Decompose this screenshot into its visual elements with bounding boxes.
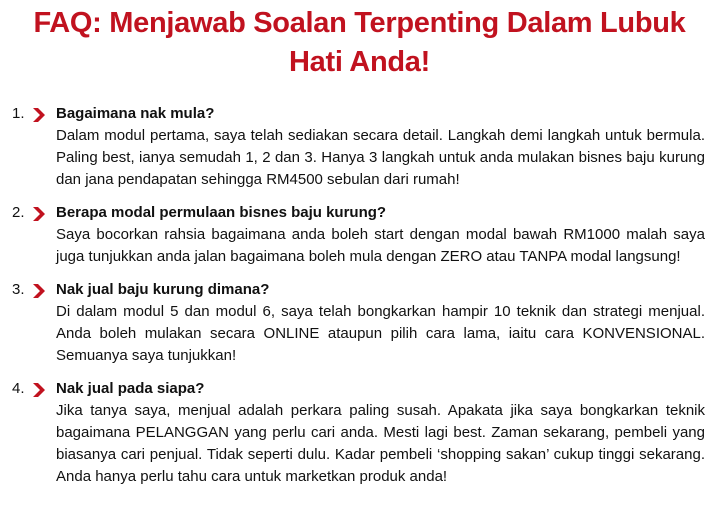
- faq-question: Nak jual baju kurung dimana?: [56, 281, 270, 298]
- faq-number: 3.: [12, 281, 25, 298]
- faq-question: Bagaimana nak mula?: [56, 105, 215, 122]
- faq-number: 2.: [12, 204, 25, 221]
- faq-answer: Dalam modul pertama, saya telah sediakan secara detail. Langkah demi langkah untuk bermula. Paling best, ianya semudah 1, 2 dan 3. Hanya 3 langkah untuk anda mulakan bisnes baju kurung dan jana pendapatan sehingga RM4500 sebulan dari rumah!: [56, 127, 705, 188]
- faq-item: [0, 378, 719, 488]
- chevron-right-icon: [33, 207, 45, 221]
- faq-item: [0, 103, 719, 191]
- faq-number: 4.: [12, 380, 25, 397]
- faq-list: [0, 103, 719, 499]
- chevron-right-icon: [33, 383, 45, 397]
- faq-item: [0, 279, 719, 367]
- page-title-line-2: Hati Anda!: [289, 46, 430, 78]
- chevron-right-icon: [33, 284, 45, 298]
- faq-answer: Saya bocorkan rahsia bagaimana anda boleh start dengan modal bawah RM1000 malah saya juga tunjukkan anda jalan bagaimana boleh mula dengan ZERO atau TANPA modal langsung!: [56, 226, 705, 265]
- faq-answer: Di dalam modul 5 dan modul 6, saya telah bongkarkan hampir 10 teknik dan strategi menjual. Anda boleh mulakan secara ONLINE ataupun pilih cara lama, iaitu cara KONVENSIONAL. Semuanya saya tunjukkan!: [56, 303, 705, 364]
- faq-answer: Jika tanya saya, menjual adalah perkara paling susah. Apakata jika saya bongkarkan teknik bagaimana PELANGGAN yang perlu cari anda. Mesti lagi best. Zaman sekarang, pembeli yang biasanya cari penjual. Tidak seperti dulu. Kadar pembeli ‘shopping sakan’ cukup tinggi sekarang. Anda hanya perlu tahu cara untuk marketkan produk anda!: [56, 402, 705, 485]
- chevron-right-icon: [33, 108, 45, 122]
- page-title: [0, 4, 719, 82]
- faq-question: Nak jual pada siapa?: [56, 380, 205, 397]
- faq-question: Berapa modal permulaan bisnes baju kurung?: [56, 204, 387, 221]
- page-title-line-1: FAQ: Menjawab Soalan Terpenting Dalam Lubuk: [33, 7, 686, 39]
- faq-number: 1.: [12, 105, 25, 122]
- faq-item: [0, 202, 719, 268]
